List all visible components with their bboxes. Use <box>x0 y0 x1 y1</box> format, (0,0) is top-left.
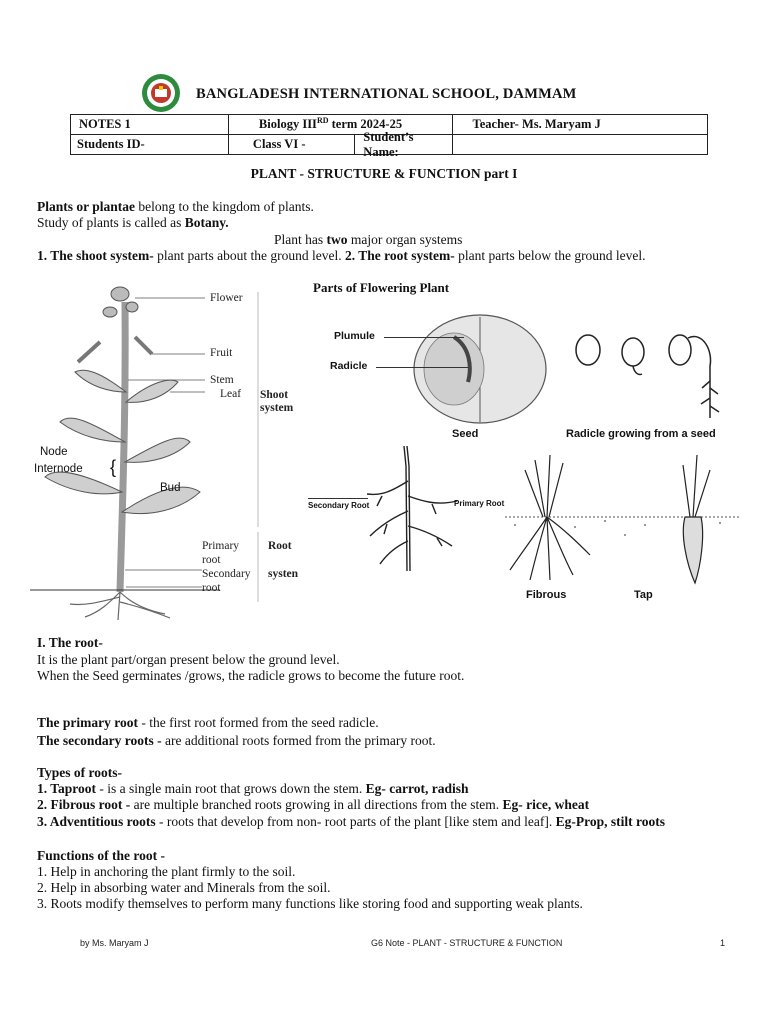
school-logo <box>136 72 186 114</box>
footer-doc-title: G6 Note - PLANT - STRUCTURE & FUNCTION <box>371 938 563 948</box>
label-flower: Flower <box>210 292 243 304</box>
secondary-root-pointer <box>308 498 368 499</box>
school-name: BANGLADESH INTERNATIONAL SCHOOL, DAMMAM <box>196 86 577 102</box>
type-fibrous: 2. Fibrous root - are multiple branched roots growing in all directions from the stem. Eg- rice, wheat <box>37 797 590 812</box>
label-primary-root: root <box>202 554 221 566</box>
radicle-pointer <box>376 367 468 368</box>
subject-cell: Biology IIIRD term 2024-25 <box>228 115 452 135</box>
plumule-pointer <box>384 337 464 338</box>
teacher-cell: Teacher- Ms. Maryam J <box>452 115 707 135</box>
internode-brace: { <box>110 457 117 477</box>
root-line-1: It is the plant part/organ present below the ground level. <box>37 652 340 667</box>
functions-heading: Functions of the root - <box>37 848 165 863</box>
label-secondary: Secondary <box>202 568 251 580</box>
label-primary-root-fig: Primary Root <box>454 499 505 508</box>
secondary-root-def: The secondary roots - are additional roots formed from the primary root. <box>37 733 436 748</box>
intro-line-2: Study of plants is called as Botany. <box>37 215 229 230</box>
type-adventitious: 3. Adventitious roots - roots that develop from non- root parts of the plant [like stem and leaf]. Eg-Prop, stilt roots <box>37 814 666 829</box>
student-name-label: Student’s Name: <box>363 129 414 159</box>
intro-line-1: Plants or plantae belong to the kingdom of plants. <box>37 199 314 214</box>
seed-diagram <box>410 312 550 427</box>
page-title: PLANT - STRUCTURE & FUNCTION part I <box>250 166 518 181</box>
label-internode: Internode <box>34 463 83 475</box>
label-radicle-growing: Radicle growing from a seed <box>566 428 716 440</box>
intro-line-4: 1. The shoot system- plant parts about the ground level. 2. The root system- plant parts below the ground level. <box>37 248 646 263</box>
header-table <box>70 114 708 159</box>
function-3: 3. Roots modify themselves to perform many functions like storing food and supporting weak plants. <box>37 896 583 911</box>
label-shoot: Shoot <box>260 389 289 401</box>
label-fruit: Fruit <box>210 347 233 359</box>
label-bud: Bud <box>160 482 181 494</box>
label-root: Root <box>268 540 292 552</box>
notes-cell: NOTES 1 <box>71 115 229 135</box>
label-fibrous: Fibrous <box>526 589 567 601</box>
root-line-2: When the Seed germinates /grows, the radicle grows to become the future root. <box>37 668 465 683</box>
types-heading: Types of roots- <box>37 765 122 780</box>
label-primary: Primary <box>202 540 240 552</box>
label-plumule: Plumule <box>334 330 375 342</box>
footer-author: by Ms. Maryam J <box>80 938 149 948</box>
label-seed: Seed <box>452 428 479 440</box>
label-root-system: systen <box>268 568 299 580</box>
class-cell: Class VI - <box>229 135 355 154</box>
root-branch-diagram <box>362 446 462 576</box>
label-secondary-root: root <box>202 582 221 594</box>
label-tap: Tap <box>634 589 653 601</box>
label-radicle: Radicle <box>330 360 368 372</box>
student-name-field[interactable] <box>452 135 707 155</box>
students-id-cell: Students ID- <box>71 135 229 155</box>
intro-line-3: Plant has two major organ systems <box>274 232 463 247</box>
figure-heading: Parts of Flowering Plant <box>313 280 450 295</box>
function-1: 1. Help in anchoring the plant firmly to the soil. <box>37 864 296 879</box>
germination-diagram <box>568 326 728 421</box>
root-heading: I. The root- <box>37 635 103 650</box>
type-taproot: 1. Taproot - is a single main root that grows down the stem. Eg- carrot, radish <box>37 781 469 796</box>
class-name-cell <box>228 129 452 159</box>
function-2: 2. Help in absorbing water and Minerals from the soil. <box>37 880 331 895</box>
label-secondary-root-fig: Secondary Root <box>308 501 370 510</box>
footer-page-number: 1 <box>720 938 726 948</box>
primary-root-def: The primary root - the first root formed from the seed radicle. <box>37 715 379 730</box>
label-shoot-system: system <box>260 402 294 414</box>
fibrous-tap-diagram <box>505 455 740 585</box>
label-node: Node <box>40 446 68 458</box>
label-leaf: Leaf <box>220 388 242 400</box>
label-stem: Stem <box>210 374 234 386</box>
